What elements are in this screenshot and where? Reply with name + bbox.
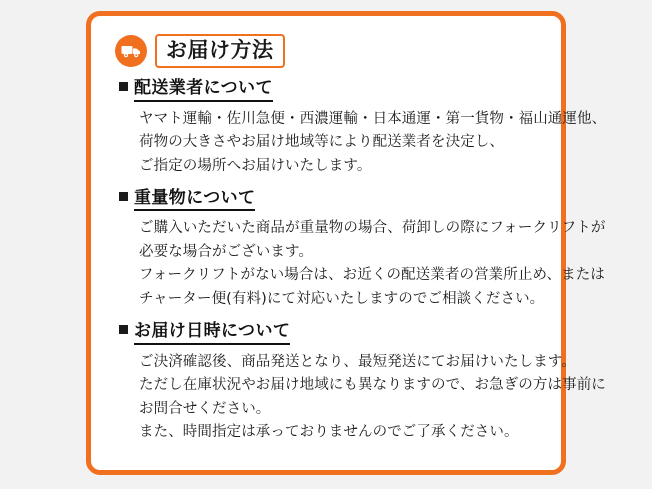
body-line: ただし在庫状況やお届け地域にも異なりますので、お急ぎの方は事前に [139,377,606,394]
section-title: 配送業者について [134,78,273,101]
section-header [119,321,539,344]
square-bullet-icon [119,82,128,91]
body-line: チャーター便(有料)にて対応いたしますのでご相談ください。 [139,290,545,307]
square-bullet-icon [119,192,128,201]
body-line: ご指定の場所へお届けいたします。 [139,157,372,174]
body-line: ヤマト運輸・佐川急便・西濃運輸・日本通運・第一貨物・福山通運他、 [139,110,607,127]
delivery-truck-icon [115,35,147,67]
section-title: お届け日時について [134,321,290,344]
body-line: また、時間指定は承っておりませんのでご了承ください。 [139,424,519,441]
section-delivery-date [113,321,606,444]
card-inner [91,16,607,470]
card-header [115,34,539,68]
body-line: ご購入いただいた商品が重量物の場合、荷卸しの際にフォークリフトが [139,220,606,237]
body-line: ご決済確認後、商品発送となり、最短発送にてお届けいたします。 [139,353,576,370]
square-bullet-icon [119,325,128,334]
section-header [119,188,539,211]
section-shipping-carriers [113,78,607,178]
section-body [139,217,606,311]
body-line: 必要な場合がございます。 [139,243,314,260]
body-line: お問合せください。 [139,400,271,417]
delivery-info-card [86,11,607,475]
section-title: 重量物について [134,188,255,211]
section-body [139,108,607,178]
section-heavy-items [113,187,606,311]
section-body [139,351,606,445]
section-header [119,78,539,101]
body-line: 荷物の大きさやお届け地域等により配送業者を決定し、 [139,134,504,151]
body-line: フォークリフトがない場合は、お近くの配送業者の営業所止め、または [139,267,605,284]
page-title: お届け方法 [155,34,285,68]
